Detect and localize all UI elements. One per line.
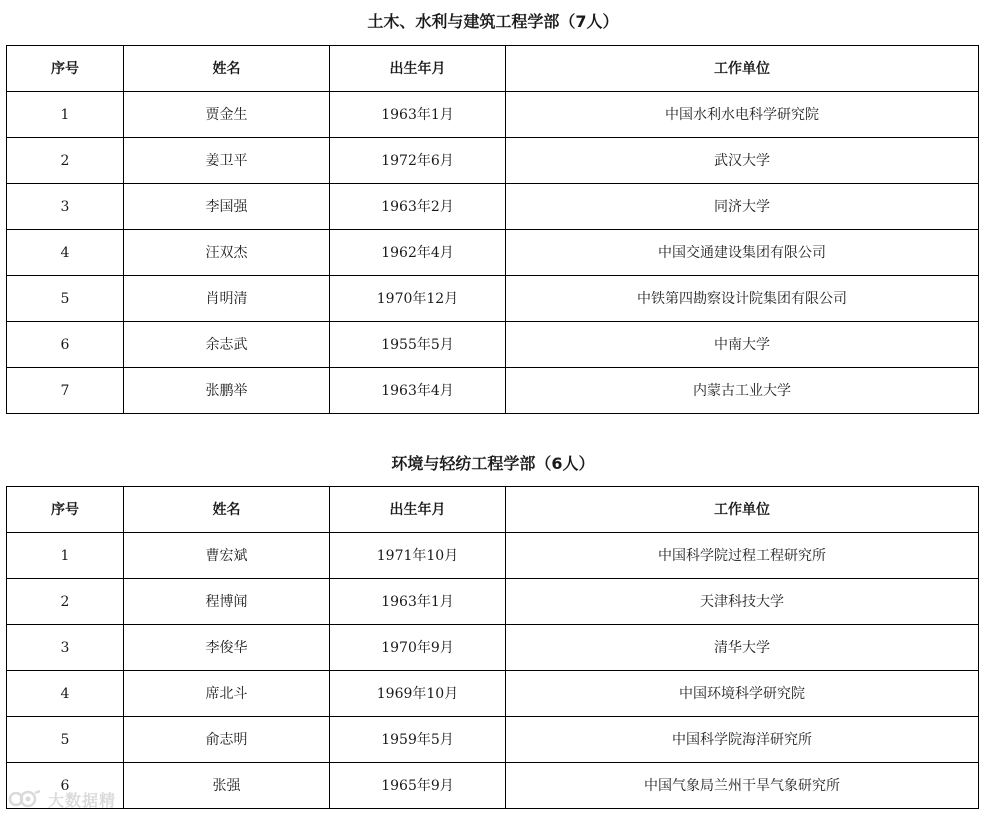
cell-birth-date: 1963年4月 (330, 368, 506, 414)
header-work-unit: 工作单位 (506, 487, 979, 533)
cell-work-unit: 中国水利水电科学研究院 (506, 92, 979, 138)
cell-work-unit: 中铁第四勘察设计院集团有限公司 (506, 276, 979, 322)
section-title: 土木、水利与建筑工程学部（7人） (367, 12, 619, 31)
cell-birth-date: 1965年9月 (330, 763, 506, 809)
cell-name: 李俊华 (124, 625, 330, 671)
table-header-row (7, 487, 979, 533)
cell-birth-date: 1971年10月 (330, 533, 506, 579)
cell-name: 余志武 (124, 322, 330, 368)
cell-name: 李国强 (124, 184, 330, 230)
cell-work-unit: 清华大学 (506, 625, 979, 671)
cell-birth-date: 1963年2月 (330, 184, 506, 230)
header-number: 序号 (7, 46, 124, 92)
cell-work-unit: 天津科技大学 (506, 579, 979, 625)
cell-work-unit: 武汉大学 (506, 138, 979, 184)
table-row (7, 763, 979, 809)
cell-birth-date: 1969年10月 (330, 671, 506, 717)
header-birth-date: 出生年月 (330, 487, 506, 533)
cell-birth-date: 1963年1月 (330, 92, 506, 138)
cell-name: 肖明清 (124, 276, 330, 322)
cell-number: 4 (7, 671, 124, 717)
cell-work-unit: 内蒙古工业大学 (506, 368, 979, 414)
cell-work-unit: 中国交通建设集团有限公司 (506, 230, 979, 276)
cell-work-unit: 中国科学院海洋研究所 (506, 717, 979, 763)
table-row (7, 579, 979, 625)
cell-number: 1 (7, 533, 124, 579)
header-work-unit: 工作单位 (506, 46, 979, 92)
cell-number: 5 (7, 717, 124, 763)
cell-birth-date: 1970年9月 (330, 625, 506, 671)
table-body (7, 533, 979, 809)
header-number: 序号 (7, 487, 124, 533)
cell-name: 汪双杰 (124, 230, 330, 276)
cell-name: 姜卫平 (124, 138, 330, 184)
cell-name: 贾金生 (124, 92, 330, 138)
table-row (7, 322, 979, 368)
cell-number: 6 (7, 322, 124, 368)
cell-name: 俞志明 (124, 717, 330, 763)
cell-work-unit: 中国气象局兰州干旱气象研究所 (506, 763, 979, 809)
cell-number: 2 (7, 579, 124, 625)
cell-work-unit: 中南大学 (506, 322, 979, 368)
header-name: 姓名 (124, 487, 330, 533)
table-row (7, 368, 979, 414)
cell-birth-date: 1970年12月 (330, 276, 506, 322)
cell-work-unit: 同济大学 (506, 184, 979, 230)
table-row (7, 625, 979, 671)
cell-name: 程博闻 (124, 579, 330, 625)
cell-number: 2 (7, 138, 124, 184)
cell-name: 曹宏斌 (124, 533, 330, 579)
table-row (7, 671, 979, 717)
header-birth-date: 出生年月 (330, 46, 506, 92)
watermark-text: 大数据精 (48, 790, 117, 810)
cell-number: 1 (7, 92, 124, 138)
cell-number: 7 (7, 368, 124, 414)
table-row (7, 184, 979, 230)
table-row (7, 230, 979, 276)
header-name: 姓名 (124, 46, 330, 92)
academician-table (6, 45, 979, 414)
cell-name: 席北斗 (124, 671, 330, 717)
cell-work-unit: 中国科学院过程工程研究所 (506, 533, 979, 579)
table-header-row (7, 46, 979, 92)
cell-number: 3 (7, 184, 124, 230)
camera-eye-logo-icon (8, 788, 42, 810)
table-body (7, 92, 979, 414)
cell-number: 6 (7, 763, 124, 809)
academician-table (6, 486, 979, 809)
cell-birth-date: 1962年4月 (330, 230, 506, 276)
cell-birth-date: 1972年6月 (330, 138, 506, 184)
cell-birth-date: 1963年1月 (330, 579, 506, 625)
table-row (7, 92, 979, 138)
section-title: 环境与轻纺工程学部（6人） (391, 454, 595, 473)
cell-birth-date: 1959年5月 (330, 717, 506, 763)
cell-name: 张强 (124, 763, 330, 809)
cell-name: 张鹏举 (124, 368, 330, 414)
cell-birth-date: 1955年5月 (330, 322, 506, 368)
table-row (7, 138, 979, 184)
table-row (7, 717, 979, 763)
table-row (7, 533, 979, 579)
cell-number: 3 (7, 625, 124, 671)
watermark (8, 787, 116, 811)
cell-number: 4 (7, 230, 124, 276)
table-row (7, 276, 979, 322)
cell-work-unit: 中国环境科学研究院 (506, 671, 979, 717)
cell-number: 5 (7, 276, 124, 322)
